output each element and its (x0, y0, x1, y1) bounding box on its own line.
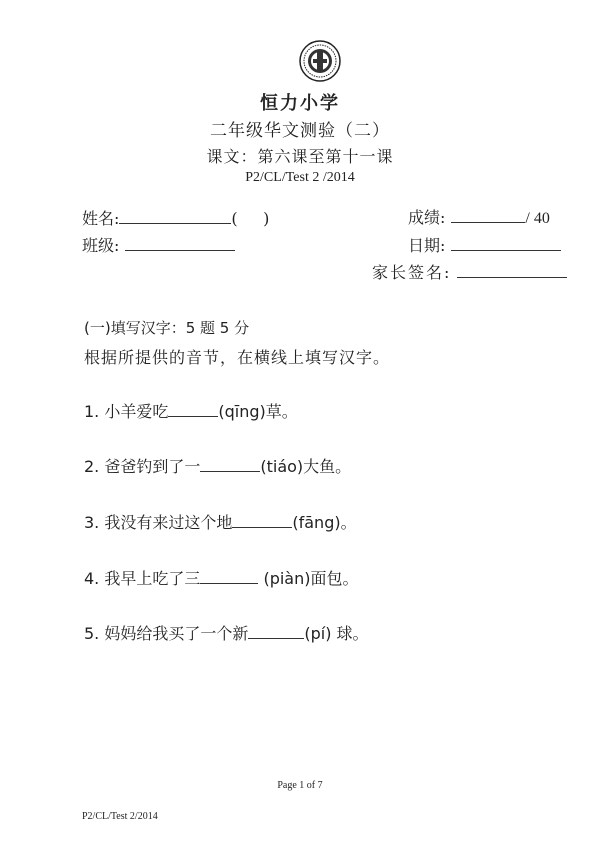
parent-sign-label: 家长签名: (372, 263, 452, 282)
test-title: 二年级华文测验（二） (210, 121, 390, 141)
footer-test-code: P2/CL/Test 2/2014 (82, 811, 158, 822)
question-number: 3. (84, 513, 100, 532)
question-2 (84, 454, 351, 477)
answer-blank[interactable] (200, 457, 260, 472)
question-1 (84, 399, 298, 422)
question-text-before: 妈妈给我买了一个新 (104, 624, 249, 643)
answer-blank[interactable] (232, 513, 292, 528)
class-field (82, 233, 235, 256)
question-text-after: 球。 (331, 624, 369, 643)
score-blank[interactable] (451, 208, 525, 223)
date-field (408, 233, 561, 256)
score-total: / 40 (525, 210, 550, 227)
name-paren: ( ) (231, 209, 270, 228)
name-field (82, 206, 269, 229)
answer-blank[interactable] (200, 569, 258, 584)
question-number: 2. (84, 457, 100, 476)
question-text-before: 爸爸钓到了一 (104, 457, 201, 476)
score-field (408, 205, 550, 228)
section-heading: (一)填写汉字：5 题 5 分 (84, 319, 250, 337)
question-text-after: 面包。 (310, 569, 359, 588)
question-number: 5. (84, 624, 100, 643)
answer-blank[interactable] (168, 402, 218, 417)
question-text-after: 大鱼。 (303, 457, 352, 476)
section-instruction: 根据所提供的音节，在横线上填写汉字。 (84, 348, 391, 367)
school-name: 恒力小学 (260, 93, 340, 114)
question-3 (84, 510, 357, 533)
school-logo (299, 40, 341, 82)
question-text-after: 草。 (265, 402, 298, 421)
question-text-before: 小羊爱吃 (104, 402, 169, 421)
name-blank[interactable] (119, 209, 231, 224)
class-label: 班级: (82, 236, 120, 255)
pinyin: (piàn) (258, 569, 311, 588)
score-label: 成绩: (408, 208, 446, 227)
parent-sign-field (372, 260, 567, 283)
lesson-range: 课文：第六课至第十一课 (206, 147, 394, 166)
name-label: 姓名: (82, 209, 120, 228)
date-label: 日期: (408, 236, 446, 255)
answer-blank[interactable] (248, 624, 304, 639)
question-number: 1. (84, 402, 100, 421)
pinyin: (fāng) (292, 513, 341, 532)
date-blank[interactable] (451, 236, 561, 251)
test-code: P2/CL/Test 2 /2014 (245, 170, 355, 185)
school-seal-icon (299, 40, 341, 82)
question-text-before: 我早上吃了三 (104, 569, 201, 588)
question-5 (84, 621, 369, 644)
pinyin: (tiáo) (260, 457, 304, 476)
class-blank[interactable] (125, 236, 235, 251)
question-number: 4. (84, 569, 100, 588)
question-text-before: 我没有来过这个地 (104, 513, 233, 532)
question-4 (84, 566, 359, 589)
parent-sign-blank[interactable] (457, 263, 567, 278)
pinyin: (qīng) (218, 402, 266, 421)
page-number: Page 1 of 7 (277, 780, 323, 791)
pinyin: (pí) (304, 624, 332, 643)
question-text-after: 。 (340, 513, 357, 532)
